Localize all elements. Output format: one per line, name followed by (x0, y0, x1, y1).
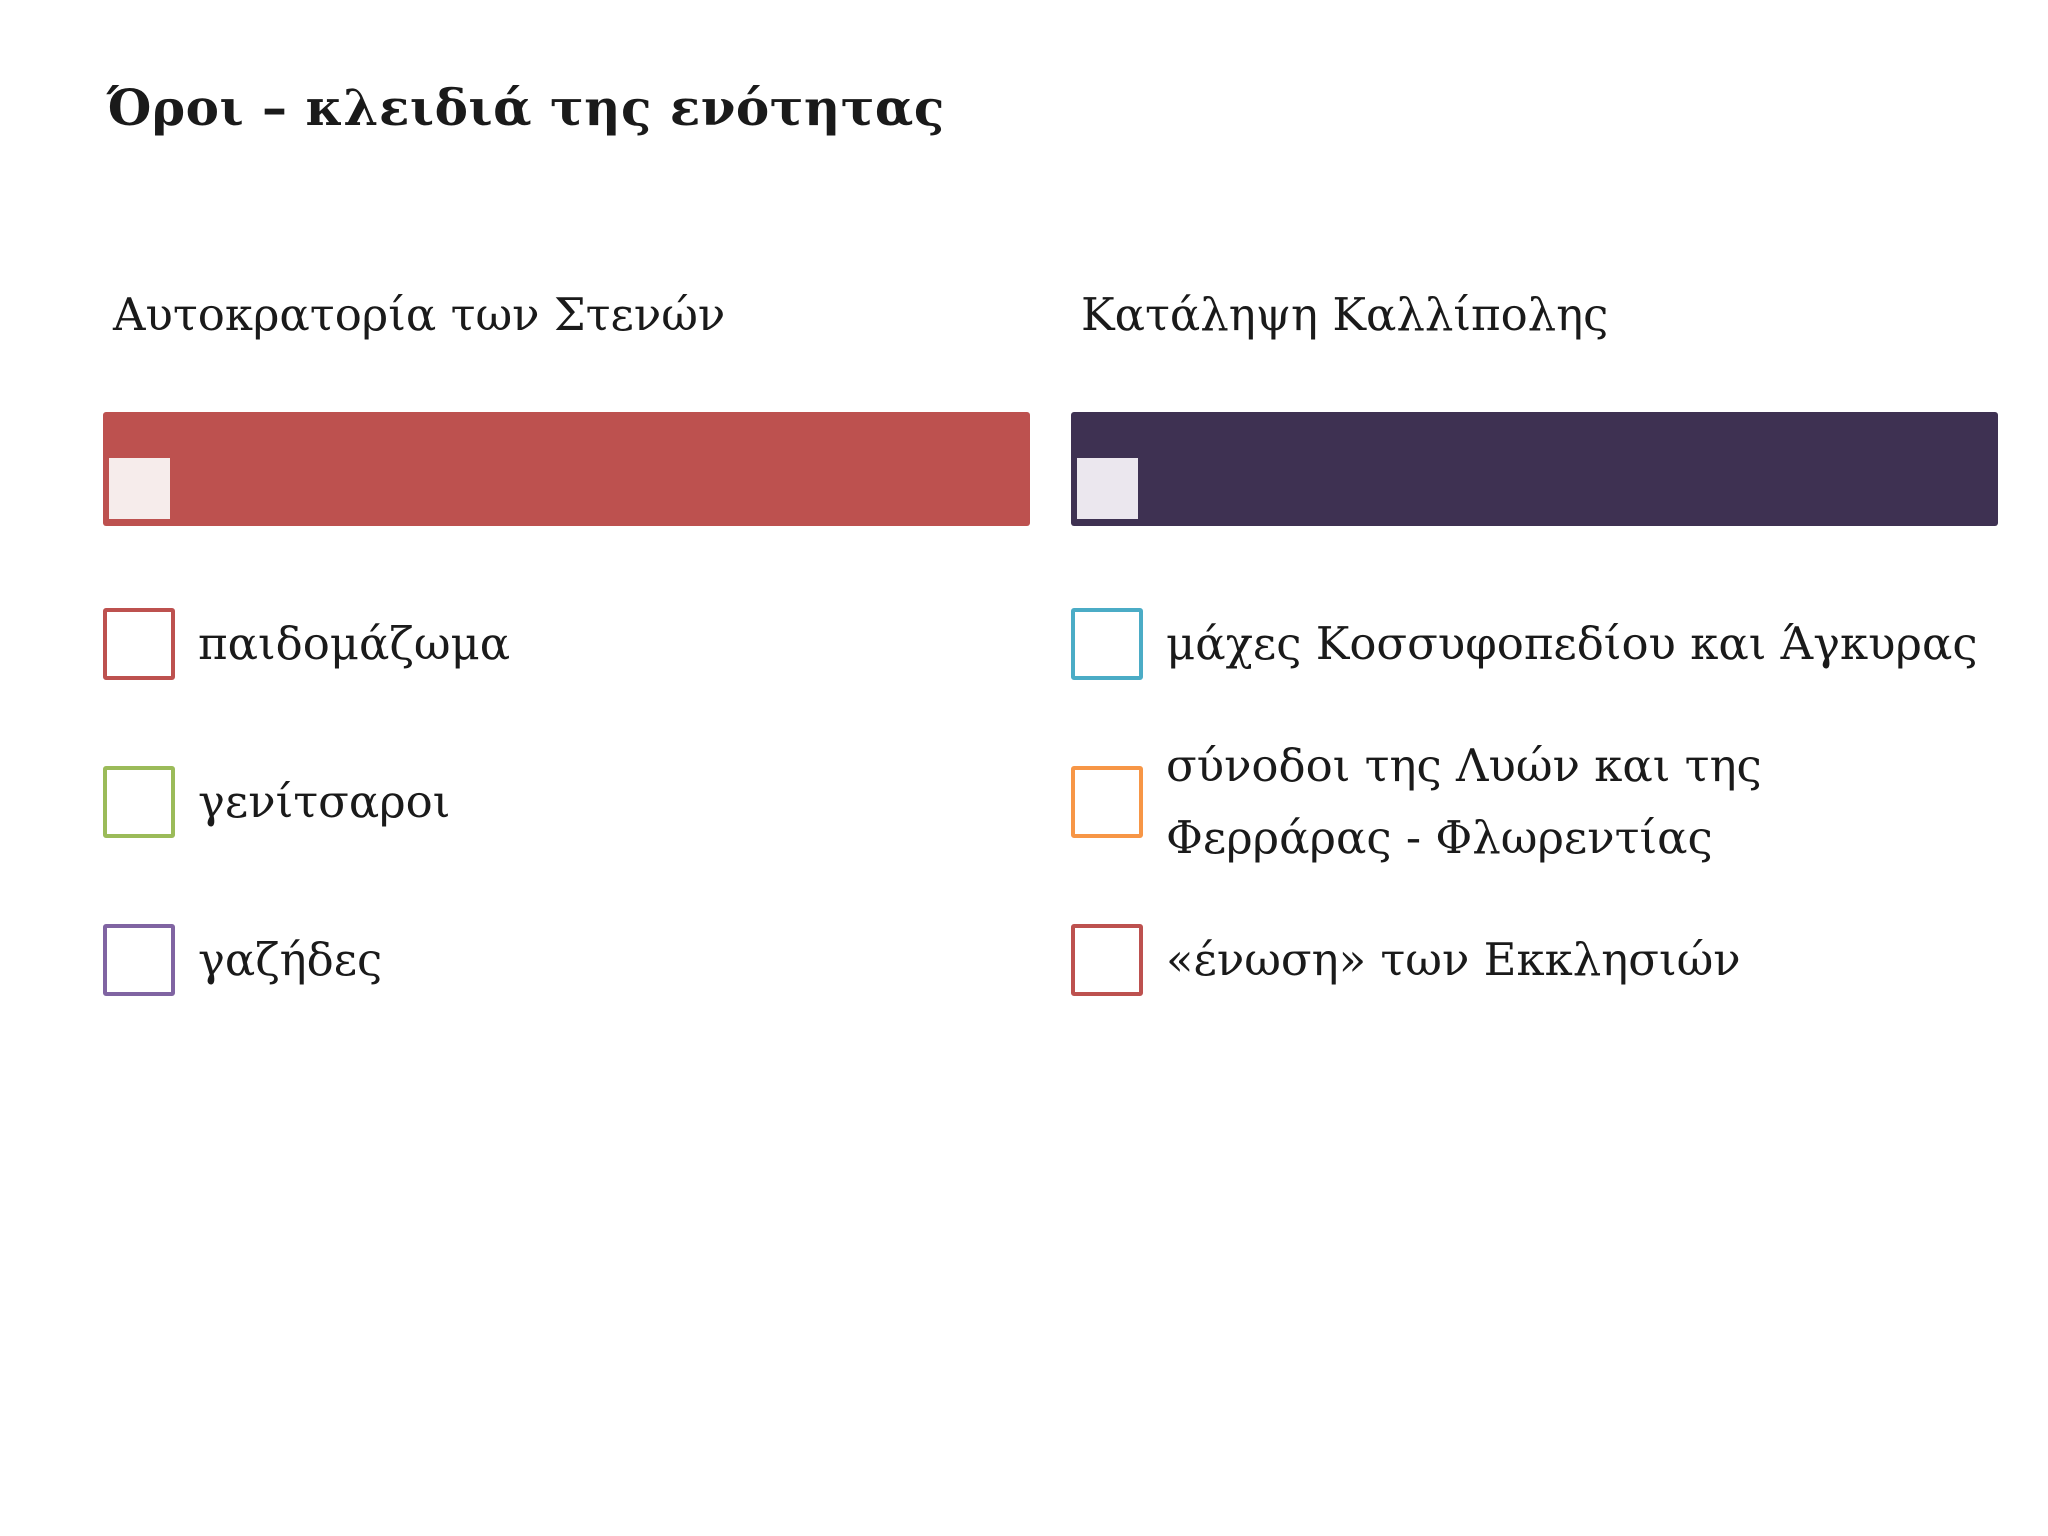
right-column-heading: Κατάληψη Καλλίπολης (1081, 288, 1609, 341)
term-label: γαζήδες (198, 933, 383, 986)
list-item (103, 924, 1030, 996)
checkbox[interactable] (1071, 608, 1143, 680)
left-column (103, 280, 1030, 1082)
right-color-bar (1071, 412, 1998, 526)
checkbox[interactable] (103, 766, 175, 838)
left-column-heading: Αυτοκρατορία των Στενών (113, 288, 726, 341)
right-column (1071, 280, 1998, 1082)
left-color-bar (103, 412, 1030, 526)
list-item (103, 766, 1030, 838)
term-label: παιδομάζωμα (198, 617, 511, 670)
checkbox[interactable] (1071, 766, 1143, 838)
right-bar-square (1077, 458, 1138, 519)
list-item (103, 608, 1030, 680)
left-bar-square (109, 458, 170, 519)
term-label: «ένωση» των Εκκλησιών (1166, 933, 1741, 986)
left-term-list (103, 608, 1030, 996)
term-label-multiline (1166, 730, 1762, 874)
right-term-list (1071, 608, 1998, 996)
checkbox[interactable] (103, 608, 175, 680)
term-label-line-1: σύνοδοι της Λυών και της (1166, 739, 1762, 792)
term-label: γενίτσαροι (198, 775, 451, 828)
list-item (1071, 924, 1998, 996)
term-label-line-2: Φερράρας - Φλωρεντίας (1166, 811, 1713, 864)
slide-title: Όροι – κλειδιά της ενότητας (107, 78, 945, 137)
term-label: μάχες Κοσσυφοπεδίου και Άγκυρας (1166, 617, 1978, 670)
list-item (1071, 739, 1998, 864)
checkbox[interactable] (1071, 924, 1143, 996)
list-item (1071, 608, 1998, 680)
checkbox[interactable] (103, 924, 175, 996)
